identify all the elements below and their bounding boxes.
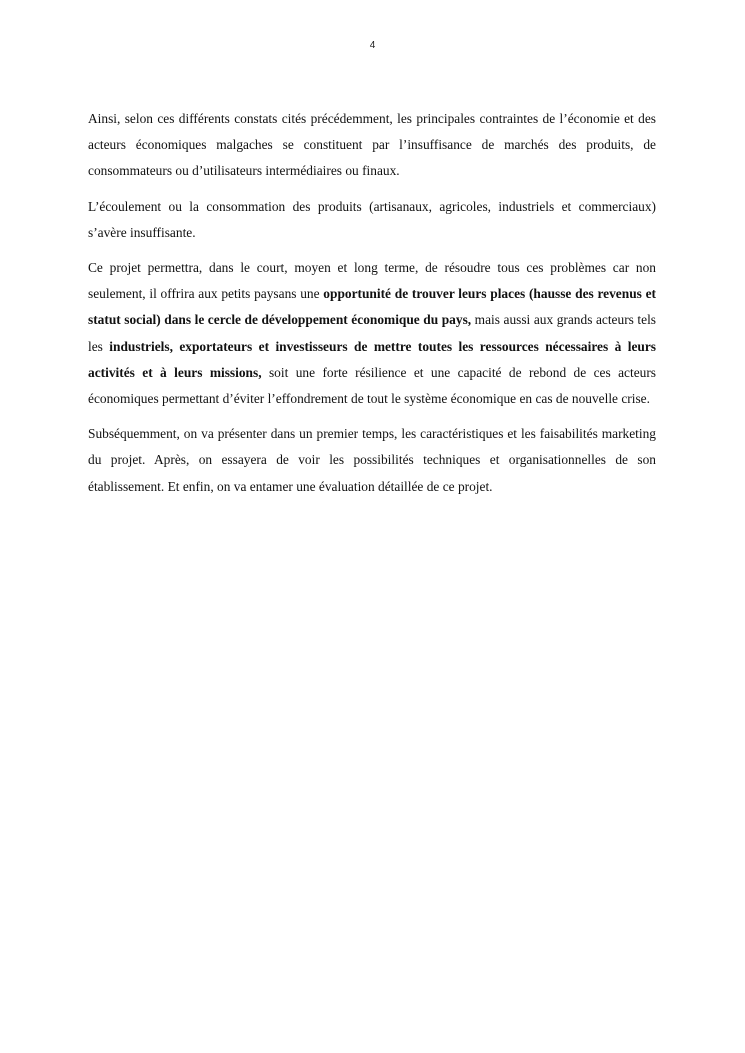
paragraph-constraints: Ainsi, selon ces différents constats cités précédemment, les principales contraintes de l’économie et des acteurs économiques malgaches se constituent par l’insuffisance de marchés des produits, de consommateurs ou d’utilisateurs intermédiaires ou finaux.	[88, 111, 656, 179]
paragraph-text: mais aussi aux grands acteurs tels les	[88, 312, 656, 354]
page-number: 4	[369, 40, 376, 51]
bold-text-opportunity: opportunité de trouver leurs places (hausse des revenus et statut social) dans le cercle de développement économique du pays,	[88, 286, 656, 328]
paragraph-consumption: L’écoulement ou la consommation des produits (artisanaux, agricoles, industriels et commerciaux) s’avère insuffisante.	[88, 198, 656, 240]
paragraph-text: Ce projet permettra, dans le court, moyen et long terme, de résoudre tous ces problèmes car non seulement, il offrira aux petits paysans une	[88, 260, 656, 302]
document-body	[88, 106, 656, 509]
paragraph-text: soit une forte résilience et une capacité de rebond de ces acteurs économiques permettant d’éviter l’effondrement de tout le système économique en cas de nouvelle crise.	[88, 364, 656, 407]
bold-text-industrials: industriels, exportateurs et investisseurs de mettre toutes les ressources nécessaires à leurs activités et à leurs missions,	[88, 338, 656, 380]
paragraph-project-benefits	[88, 255, 656, 412]
paragraph-outline: Subséquemment, on va présenter dans un premier temps, les caractéristiques et les faisabilités marketing du projet. Après, on essayera de voir les possibilités techniques et organisationnelles de son établissement. Et enfin, on va entamer une évaluation détaillée de ce projet.	[88, 426, 656, 494]
